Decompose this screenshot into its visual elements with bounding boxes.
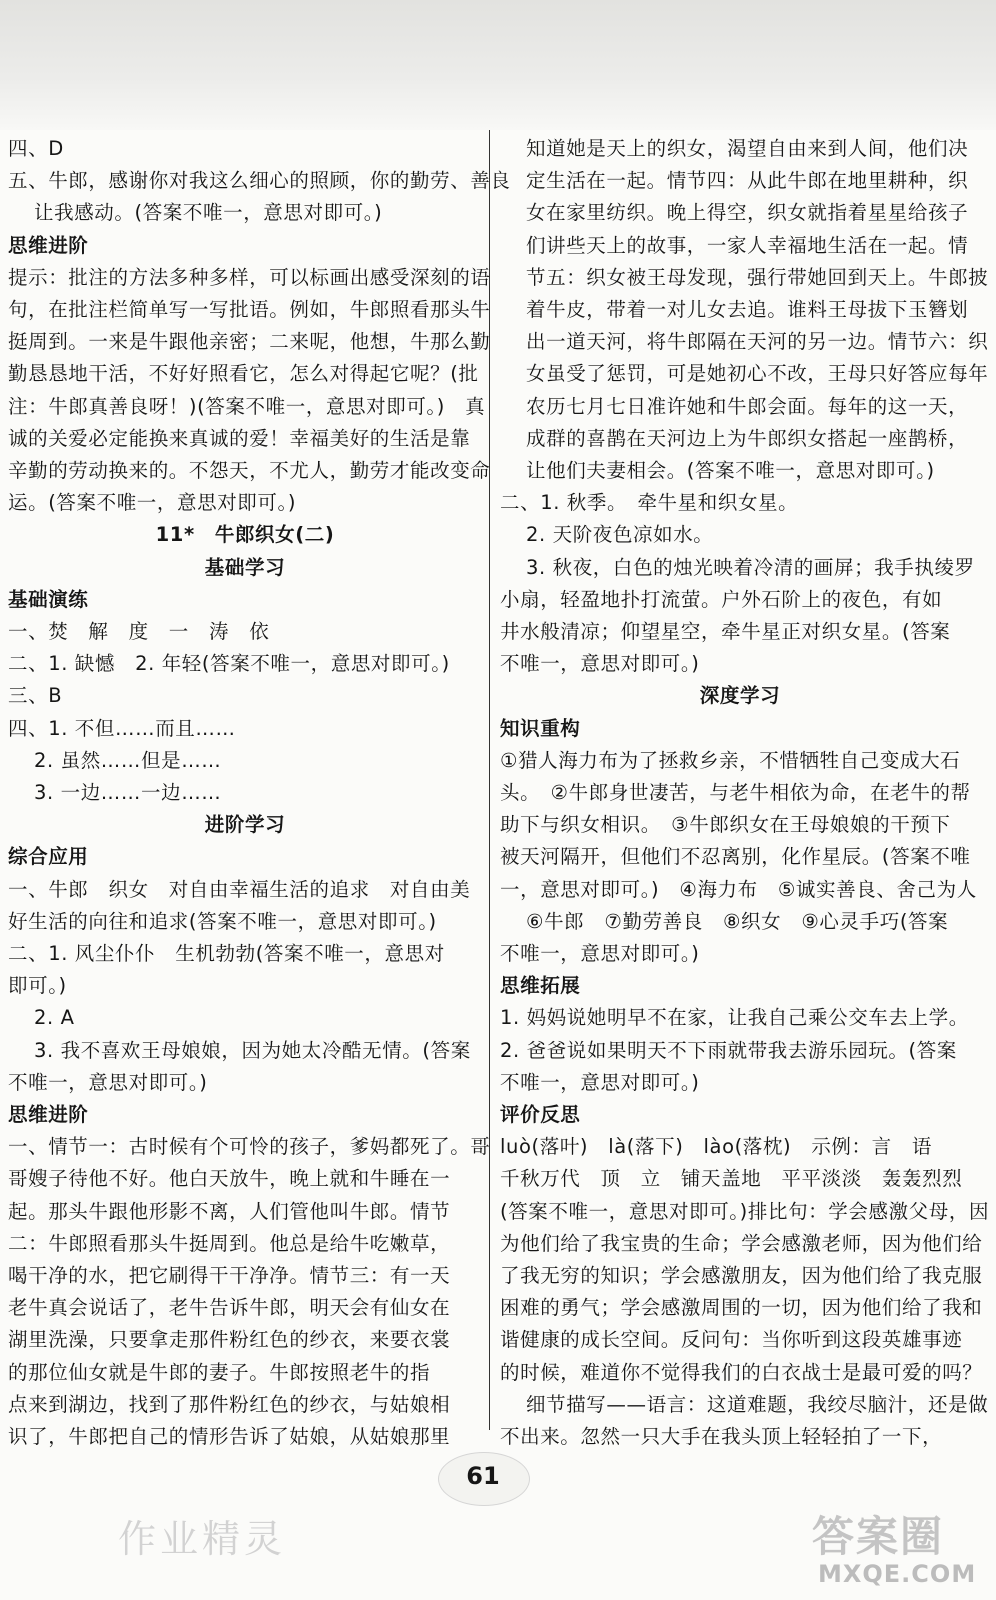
answer-line: 二：牛郎照看那头牛挺周到。他总是给牛吃嫩草， [8,1231,451,1255]
section-heading: 思维拓展 [500,974,581,998]
answer-line: 谐健康的成长空间。反问句：当你听到这段英雄事迹 [500,1328,963,1352]
section-heading: 评价反思 [500,1103,581,1126]
answer-line: 识了，牛郎把自己的情形告诉了姑娘，从姑娘那里 [8,1425,451,1448]
answer-line: 湖里洗澡，只要拿走那件粉红色的纱衣，来要衣裳 [8,1328,451,1352]
answer-line: 二、1. 缺憾 2. 年轻(答案不唯一，意思对即可。) [8,652,450,676]
answer-line: 起。那头牛跟他形影不离，人们管他叫牛郎。情节 [8,1199,451,1223]
section-heading: 思维进阶 [8,233,89,257]
answer-line: 成群的喜鹊在天河边上为牛郎织女搭起一座鹊桥， [526,426,969,450]
section-heading: 深度学习 [699,684,781,708]
answer-line: 三、B [8,684,63,708]
answer-line: 女虽受了惩罚，可是她初心不改，王母只好答应每年 [526,362,989,386]
answer-line: 不唯一，意思对即可。) [8,1070,208,1094]
answer-line: luò(落叶) là(落下) lào(落枕) 示例：言 语 [500,1135,932,1159]
answer-line: 被天河隔开，但他们不忍离别，化作星辰。(答案不唯 [500,845,971,869]
answer-line: 为他们给了我宝贵的生命；学会感激老师，因为他们给 [500,1231,983,1255]
answer-line: 助下与织女相识。 ③牛郎织女在王母娘娘的干预下 [500,813,951,837]
answer-line: 着牛皮，带着一对儿女去追。谁料王母拔下玉簪划 [526,298,969,321]
answer-line: 定生活在一起。情节四：从此牛郎在地里耕种，织 [526,169,969,193]
answer-line: 1. 妈妈说她明早不在家，让我自己乘公交车去上学。 [500,1006,969,1030]
answer-line: 四、D [8,137,64,160]
answer-line: 五、牛郎，感谢你对我这么细心的照顾，你的勤劳、善良 [8,169,511,193]
column-divider [489,130,490,1430]
answer-line: 四、1. 不但……而且…… [8,716,236,740]
page-number: 61 [466,1462,500,1490]
watermark-logo-url: MXQE.COM [818,1560,977,1588]
section-heading: 思维进阶 [8,1103,89,1126]
answer-line: 2. A [34,1006,75,1030]
watermark-logo-text: 答案圈 [812,1512,945,1561]
answer-line: 不唯一，意思对即可。) [500,942,700,965]
answer-line: 喝干净的水，把它刷得干干净净。情节三：有一天 [8,1264,451,1287]
answer-line: 千秋万代 顶 立 铺天盖地 平平淡淡 轰轰烈烈 [500,1167,963,1191]
answer-line: 老牛真会说话了，老牛告诉牛郎，明天会有仙女在 [8,1296,451,1320]
answer-line: 句，在批注栏简单写一写批语。例如，牛郎照看那头牛 [8,298,491,321]
answer-line: 运。(答案不唯一，意思对即可。) [8,491,297,515]
answer-line: 不出来。忽然一只大手在我头顶上轻轻拍了一下， [500,1425,943,1448]
answer-line: 一、情节一：古时候有个可怜的孩子，爹妈都死了。哥 [8,1135,491,1159]
section-heading: 基础演练 [8,587,89,611]
answer-line: (答案不唯一，意思对即可。)排比句：学会感激父母，因 [500,1199,990,1223]
answer-line: 挺周到。一来是牛跟他亲密；二来呢，他想，牛那么勤 [8,330,491,354]
answer-line: 辛勤的劳动换来的。不怨天，不尤人，勤劳才能改变命 [8,459,491,482]
answer-line: 的时候，难道你不觉得我们的白衣战士是最可爱的吗？ [500,1360,983,1384]
answer-line: 小扇，轻盈地扑打流萤。户外石阶上的夜色，有如 [500,587,943,611]
answer-line: 农历七月七日准许她和牛郎会面。每年的这一天， [526,394,969,418]
answer-line: 2. 爸爸说如果明天不下雨就带我去游乐园玩。(答案 [500,1038,957,1062]
answer-line: 好生活的向往和追求(答案不唯一，意思对即可。) [8,909,437,933]
answer-line: 细节描写——语言：这道难题，我绞尽脑汁，还是做 [526,1392,989,1416]
answer-line: 们讲些天上的故事，一家人幸福地生活在一起。情 [526,233,969,257]
answer-line: 二、1. 秋季。 牵牛星和织女星。 [500,491,799,515]
answer-line: 提示：批注的方法多种多样，可以标画出感受深刻的语 [8,265,491,289]
answer-line: 知道她是天上的织女，渴望自由来到人间，他们决 [526,137,969,160]
answer-line: 不唯一，意思对即可。) [500,1070,700,1094]
answer-line: 了我无穷的知识；学会感激朋友，因为他们给了我克服 [500,1264,983,1287]
answer-line: ⑥牛郎 ⑦勤劳善良 ⑧织女 ⑨心灵手巧(答案 [526,909,949,933]
answer-line: 3. 秋夜，白色的烛光映着冷清的画屏；我手执绫罗 [526,555,975,579]
answer-line: 困难的勇气；学会感激周围的一切，因为他们给了我和 [500,1296,983,1320]
page-number-badge [438,1452,528,1504]
answer-line: 2. 虽然……但是…… [34,748,222,772]
scan-top-band [0,0,996,130]
answer-line: 一、焚 解 度 一 涛 依 [8,620,270,643]
section-heading: 进阶学习 [204,813,286,837]
answer-line: 即可。) [8,974,67,998]
answer-line: 出一道天河，将牛郎隔在天河的另一边。情节六：织 [526,330,989,354]
answer-line: 女在家里纺织。晚上得空，织女就指着星星给孩子 [526,201,969,225]
section-heading: 基础学习 [204,555,286,579]
answer-line: 头。 ②牛郎身世凄苦，与老牛相依为命，在老牛的帮 [500,781,971,804]
answer-line: 2. 天阶夜色凉如水。 [526,523,714,547]
answer-line: 节五：织女被王母发现，强行带她回到天上。牛郎披 [526,265,989,289]
answer-line: 二、1. 风尘仆仆 生机勃勃(答案不唯一，意思对 [8,942,445,965]
answer-line: 不唯一，意思对即可。) [500,652,700,676]
section-heading: 综合应用 [8,845,89,869]
answer-line: 让我感动。(答案不唯一，意思对即可。) [34,201,383,225]
answer-line: 3. 我不喜欢王母娘娘，因为她太冷酷无情。(答案 [34,1038,471,1062]
answer-line: ①猎人海力布为了拯救乡亲，不惜牺牲自己变成大石 [500,748,961,772]
answer-line: 井水般清凉；仰望星空，牵牛星正对织女星。(答案 [500,620,951,643]
section-heading: 11* 牛郎织女(二) [155,523,335,547]
answer-line: 哥嫂子待他不好。他白天放牛，晚上就和牛睡在一 [8,1167,451,1191]
answer-line: 勤恳恳地干活，不好好照看它，怎么对得起它呢？(批 [8,362,479,386]
answer-line: 诚的关爱必定能换来真诚的爱！幸福美好的生活是靠 [8,426,471,450]
answer-line: 的那位仙女就是牛郎的妻子。牛郎按照老牛的指 [8,1360,431,1384]
watermark-text: 作业精灵 [118,1517,287,1561]
answer-line: 注：牛郎真善良呀！)(答案不唯一，意思对即可。) 真 [8,394,486,418]
section-heading: 知识重构 [500,716,581,740]
answer-line: 一、牛郎 织女 对自由幸福生活的追求 对自由美 [8,877,471,901]
watermark-logo [806,1504,986,1594]
answer-line: 一，意思对即可。) ④海力布 ⑤诚实善良、舍己为人 [500,877,977,901]
answer-line: 3. 一边……一边…… [34,781,222,804]
answer-line: 点来到湖边，找到了那件粉红色的纱衣，与姑娘相 [8,1392,451,1416]
answer-line: 让他们夫妻相会。(答案不唯一，意思对即可。) [526,459,935,482]
